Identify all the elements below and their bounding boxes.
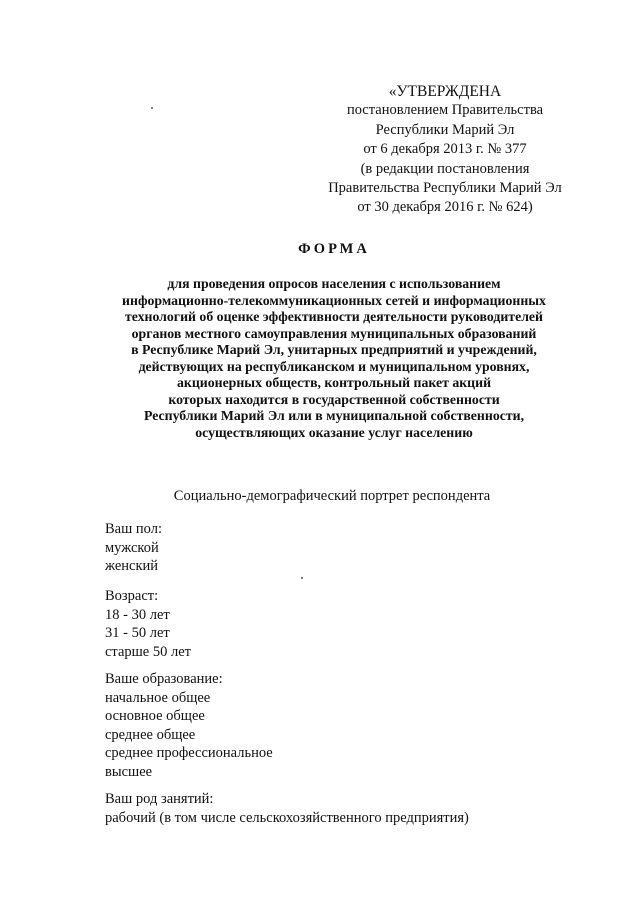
question-label: Ваш пол: — [105, 521, 162, 537]
approval-line: «УТВЕРЖДЕНА — [388, 83, 502, 100]
section-title: Социально-демографический портрет респондента — [173, 488, 491, 504]
subtitle-line: осуществляющих оказание услуг населению — [195, 424, 473, 440]
question-occupation — [105, 790, 469, 827]
approval-line: от 30 декабря 2016 г. № 624) — [357, 199, 533, 216]
approval-line: (в редакции постановления — [360, 160, 530, 177]
answer-option: женский — [105, 558, 159, 574]
subtitle-line: которых находится в государственной собственности — [168, 391, 500, 407]
approval-line: Правительства Республики Марий Эл — [328, 180, 562, 197]
answer-option: мужской — [105, 539, 159, 556]
subtitle-line: для проведения опросов населения с использованием — [167, 276, 501, 291]
subtitle-line: органов местного самоуправления муниципальных образований — [131, 325, 537, 341]
form-title: ФОРМА — [298, 241, 370, 257]
approval-line: постановлением Правительства — [346, 102, 544, 119]
approval-line: Республики Марий Эл — [375, 121, 515, 138]
answer-option: 18 - 30 лет — [105, 606, 170, 623]
subtitle-line: информационно-телекоммуникационных сетей и информационных — [122, 292, 546, 308]
approval-line: от 6 декабря 2013 г. № 377 — [363, 141, 527, 158]
question-label: Ваш род занятий: — [105, 791, 214, 807]
question-education — [105, 670, 273, 781]
answer-option: высшее — [105, 763, 153, 780]
scan-speck — [151, 107, 153, 109]
subtitle-line: акционерных обществ, контрольный пакет акций — [176, 375, 492, 390]
answer-option: рабочий (в том числе сельскохозяйственного предприятия) — [105, 809, 469, 826]
answer-option: среднее профессиональное — [105, 745, 273, 761]
subtitle-line: технологий об оценке эффективности деятельности руководителей — [124, 309, 544, 324]
scan-speck — [301, 577, 303, 579]
approval-stamp — [320, 82, 570, 218]
subtitle-line: Республики Марий Эл или в муниципальной собственности, — [143, 408, 525, 423]
answer-option: основное общее — [105, 708, 205, 724]
question-age — [105, 587, 191, 661]
answer-option: 31 - 50 лет — [105, 625, 170, 641]
form-subtitle — [0, 276, 640, 441]
answer-option: старше 50 лет — [105, 643, 191, 660]
answer-option: начальное общее — [105, 689, 211, 706]
question-label: Возраст: — [105, 588, 159, 604]
subtitle-line: в Республике Марий Эл, унитарных предприятий и учреждений, — [131, 342, 537, 357]
answer-option: среднее общее — [105, 726, 196, 743]
question-gender — [105, 520, 162, 576]
subtitle-line: действующих на республиканском и муниципальном уровнях, — [138, 358, 530, 374]
question-label: Ваше образование: — [105, 671, 223, 687]
